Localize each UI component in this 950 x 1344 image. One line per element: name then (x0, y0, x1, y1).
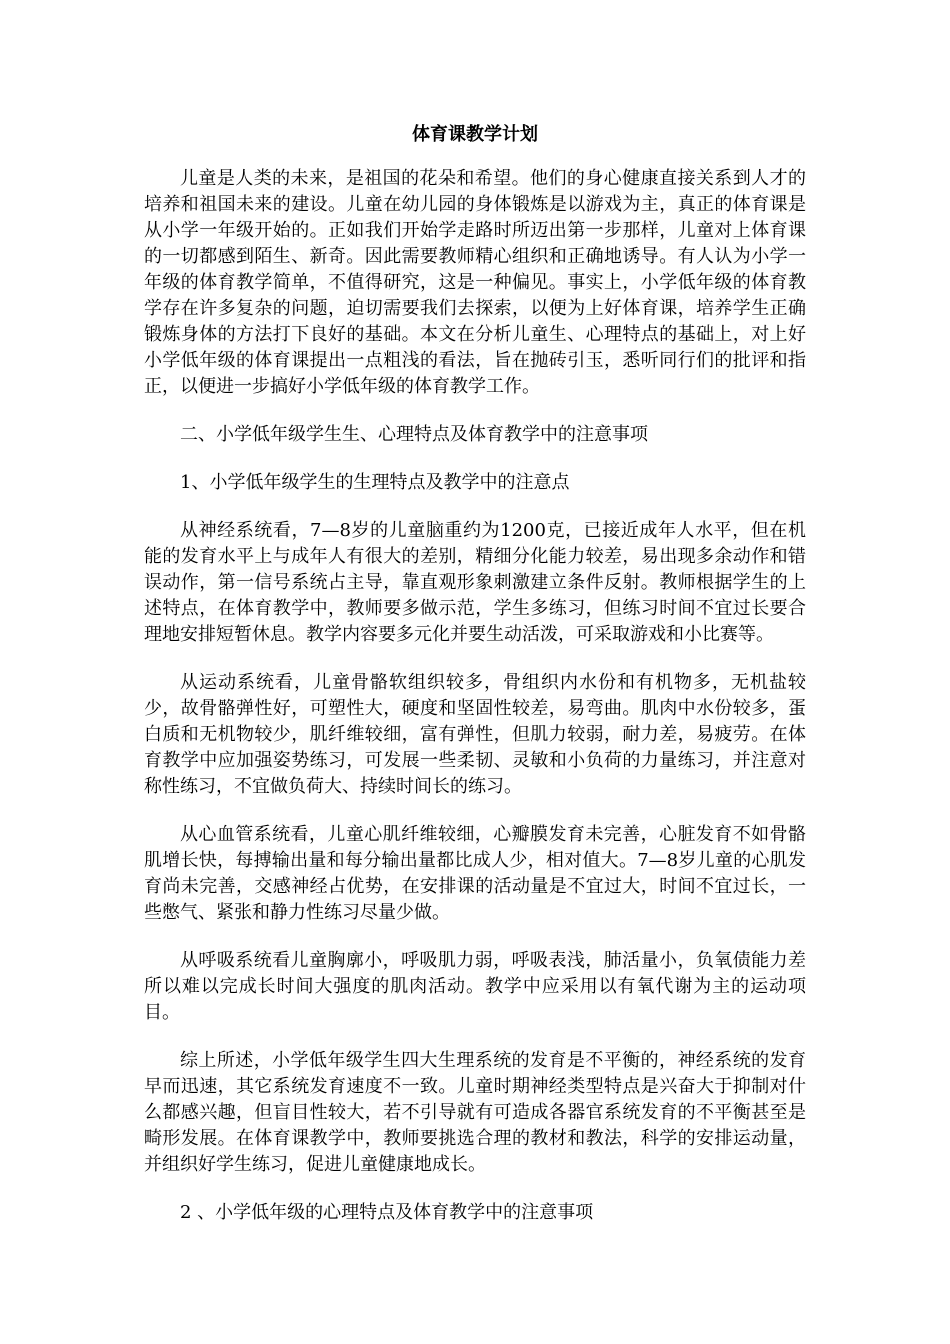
document-page (144, 122, 806, 1248)
paragraph-respiratory-system: 从呼吸系统看儿童胸廓小，呼吸肌力弱，呼吸表浅，肺活量小，负氧债能力差所以难以完成长时间大强度的肌肉活动。教学中应采用以有氧代谢为主的运动项目。 (144, 950, 806, 1023)
intro-paragraph: 儿童是人类的未来，是祖国的花朵和希望。他们的身心健康直接关系到人才的培养和祖国未来的建设。儿童在幼儿园的身体锻炼是以游戏为主，真正的体育课是从小学一年级开始的。正如我们开始学走路时所迈出第一步那样，儿童对上体育课的一切都感到陌生、新奇。因此需要教师精心组织和正确地诱导。有人认为小学一年级的体育教学简单，不值得研究，这是一种偏见。事实上，小学低年级的体育教学存在许多复杂的问题，迫切需要我们去探索，以便为上好体育课，培养学生正确锻炼身体的方法打下良好的基础。本文在分析儿童生、心理特点的基础上，对上好小学低年级的体育课提出一点粗浅的看法，旨在抛砖引玉，悉听同行们的批评和指正，以便进一步搞好小学低年级的体育教学工作。 (144, 168, 806, 397)
section-heading: 二、小学低年级学生生、心理特点及体育教学中的注意事项 (180, 424, 648, 445)
document-title: 体育课教学计划 (412, 124, 538, 145)
subsection-heading-physiology: 1、小学低年级学生的生理特点及教学中的注意点 (180, 472, 570, 493)
paragraph-cardiovascular-system: 从心血管系统看，儿童心肌纤维较细，心瓣膜发育未完善，心脏发育不如骨骼肌增长快，每搏输出量和每分输出量都比成人少，相对值大。7—8岁儿童的心肌发育尚未完善，交感神经占优势，在安排课的活动量是不宜过大，时间不宜过长，一些憋气、紧张和静力性练习尽量少做。 (144, 824, 806, 923)
paragraph-summary: 综上所述，小学低年级学生四大生理系统的发育是不平衡的，神经系统的发育早而迅速，其它系统发育速度不一致。儿童时期神经类型特点是兴奋大于抑制对什么都感兴趣，但盲目性较大，若不引导就有可造成各器官系统发育的不平衡甚至是畸形发展。在体育课教学中，教师要挑选合理的教材和教法，科学的安排运动量，并组织好学生练习，促进儿童健康地成长。 (144, 1050, 806, 1175)
paragraph-nervous-system: 从神经系统看，7—8岁的儿童脑重约为1200克，已接近成年人水平，但在机能的发育水平上与成年人有很大的差别，精细分化能力较差，易出现多余动作和错误动作，第一信号系统占主导，靠直观形象刺激建立条件反射。教师根据学生的上述特点，在体育教学中，教师要多做示范，学生多练习，但练习时间不宜过长要合理地安排短暂休息。教学内容要多元化并要生动活泼，可采取游戏和小比赛等。 (144, 520, 806, 645)
paragraph-motor-system: 从运动系统看，儿童骨骼软组织较多，骨组织内水份和有机物多，无机盐较少，故骨骼弹性好，可塑性大，硬度和坚固性较差，易弯曲。肌肉中水份较多，蛋白质和无机物较少，肌纤维较细，富有弹性，但肌力较弱，耐力差，易疲劳。在体育教学中应加强姿势练习，可发展一些柔韧、灵敏和小负荷的力量练习，并注意对称性练习，不宜做负荷大、持续时间长的练习。 (144, 672, 806, 797)
subsection-heading-psychology: 2 、小学低年级的心理特点及体育教学中的注意事项 (180, 1202, 594, 1223)
